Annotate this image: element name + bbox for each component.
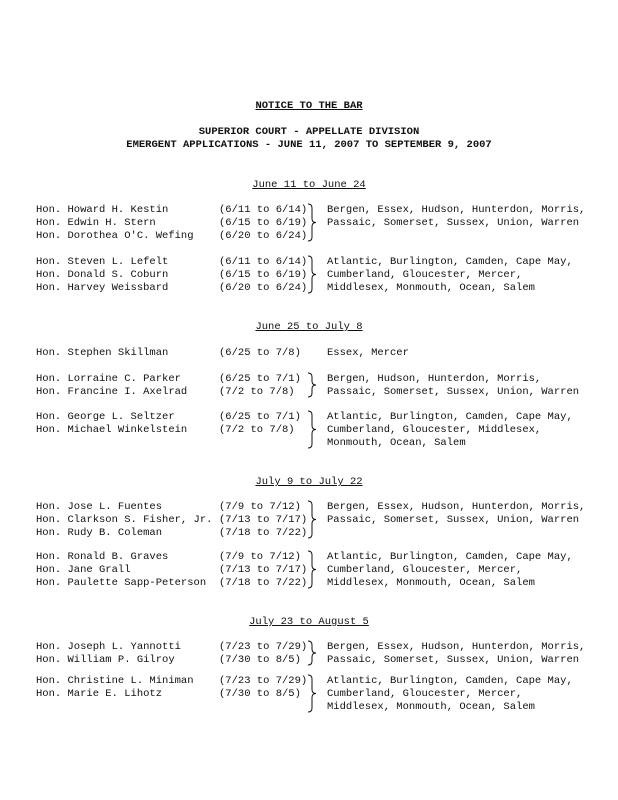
section-heading: July 9 to July 22 [255, 476, 363, 488]
judge-dates: (7/13 to 7/17) [219, 564, 308, 576]
judge-dates: (6/25 to 7/1) [219, 411, 301, 423]
bracket-icon [307, 500, 319, 539]
judge-name: Hon. Harvey Weissbard [36, 282, 169, 294]
judge-name: Hon. Michael Winkelstein [36, 424, 188, 436]
county-list: Bergen, Essex, Hudson, Hunterdon, Morris, [327, 204, 586, 216]
county-list: Cumberland, Gloucester, Mercer, [327, 564, 523, 576]
judge-name: Hon. Howard H. Kestin [36, 204, 169, 216]
county-list: Passaic, Somerset, Sussex, Union, Warren [327, 386, 580, 398]
county-list: Atlantic, Burlington, Camden, Cape May, [327, 551, 573, 563]
judge-name: Hon. George L. Seltzer [36, 411, 175, 423]
judge-name: Hon. Stephen Skillman [36, 347, 169, 359]
judge-dates: (6/11 to 6/14) [219, 204, 308, 216]
county-list: Middlesex, Monmouth, Ocean, Salem [327, 577, 535, 589]
judge-name: Hon. Jose L. Fuentes [36, 501, 163, 513]
bracket-icon [307, 410, 319, 449]
county-list: Passaic, Somerset, Sussex, Union, Warren [327, 217, 580, 229]
notice-title: NOTICE TO THE BAR [255, 100, 363, 112]
judge-dates: (6/11 to 6/14) [219, 256, 308, 268]
judge-name: Hon. Rudy B. Coleman [36, 527, 163, 539]
judge-name: Hon. Christine L. Miniman [36, 675, 194, 687]
bracket-icon [307, 550, 319, 589]
judge-dates: (6/15 to 6/19) [219, 217, 308, 229]
judge-name: Hon. Lorraine C. Parker [36, 373, 181, 385]
judge-dates: (7/13 to 7/17) [219, 514, 308, 526]
judge-name: Hon. Marie E. Lihotz [36, 688, 163, 700]
section-heading: June 25 to July 8 [255, 321, 363, 333]
judge-name: Hon. Clarkson S. Fisher, Jr. [36, 514, 213, 526]
court-title: SUPERIOR COURT - APPELLATE DIVISION [198, 126, 420, 138]
bracket-icon [307, 640, 319, 666]
judge-dates: (7/30 to 8/5) [219, 654, 301, 666]
county-list: Bergen, Hudson, Hunterdon, Morris, [327, 373, 542, 385]
county-list: Passaic, Somerset, Sussex, Union, Warren [327, 514, 580, 526]
county-list: Middlesex, Monmouth, Ocean, Salem [327, 701, 535, 713]
judge-dates: (7/23 to 7/29) [219, 641, 308, 653]
judge-name: Hon. Edwin H. Stern [36, 217, 156, 229]
bracket-icon [307, 255, 319, 294]
section-heading: June 11 to June 24 [252, 179, 366, 191]
section-heading: July 23 to August 5 [249, 616, 369, 628]
judge-dates: (6/20 to 6/24) [219, 230, 308, 242]
county-list: Passaic, Somerset, Sussex, Union, Warren [327, 654, 580, 666]
judge-name: Hon. Jane Grall [36, 564, 131, 576]
judge-name: Hon. Donald S. Coburn [36, 269, 169, 281]
judge-dates: (7/9 to 7/12) [219, 501, 301, 513]
judge-dates: (6/20 to 6/24) [219, 282, 308, 294]
judge-name: Hon. Joseph L. Yannotti [36, 641, 181, 653]
judge-dates: (7/9 to 7/12) [219, 551, 301, 563]
judge-dates: (7/2 to 7/8) [219, 424, 295, 436]
judge-dates: (6/15 to 6/19) [219, 269, 308, 281]
judge-dates: (6/25 to 7/1) [219, 373, 301, 385]
judge-dates: (7/18 to 7/22) [219, 577, 308, 589]
county-list: Atlantic, Burlington, Camden, Cape May, [327, 411, 573, 423]
bracket-icon [307, 203, 319, 242]
county-list: Cumberland, Gloucester, Mercer, [327, 269, 523, 281]
county-list: Atlantic, Burlington, Camden, Cape May, [327, 675, 573, 687]
judge-dates: (7/18 to 7/22) [219, 527, 308, 539]
judge-dates: (7/2 to 7/8) [219, 386, 295, 398]
county-list: Cumberland, Gloucester, Mercer, [327, 688, 523, 700]
document-subtitle: EMERGENT APPLICATIONS - JUNE 11, 2007 TO SEPTEMBER 9, 2007 [126, 139, 492, 151]
judge-name: Hon. Paulette Sapp-Peterson [36, 577, 207, 589]
judge-name: Hon. Ronald B. Graves [36, 551, 169, 563]
judge-name: Hon. Dorothea O'C. Wefing [36, 230, 194, 242]
county-list: Essex, Mercer [327, 347, 409, 359]
county-list: Bergen, Essex, Hudson, Hunterdon, Morris, [327, 641, 586, 653]
county-list: Bergen, Essex, Hudson, Hunterdon, Morris, [327, 501, 586, 513]
judge-name: Hon. Steven L. Lefelt [36, 256, 169, 268]
bracket-icon [307, 674, 319, 713]
judge-name: Hon. Francine I. Axelrad [36, 386, 188, 398]
county-list: Monmouth, Ocean, Salem [327, 437, 466, 449]
county-list: Atlantic, Burlington, Camden, Cape May, [327, 256, 573, 268]
judge-dates: (7/23 to 7/29) [219, 675, 308, 687]
county-list: Cumberland, Gloucester, Middlesex, [327, 424, 542, 436]
judge-dates: (7/30 to 8/5) [219, 688, 301, 700]
judge-name: Hon. William P. Gilroy [36, 654, 175, 666]
judge-dates: (6/25 to 7/8) [219, 347, 301, 359]
county-list: Middlesex, Monmouth, Ocean, Salem [327, 282, 535, 294]
bracket-icon [307, 372, 319, 398]
